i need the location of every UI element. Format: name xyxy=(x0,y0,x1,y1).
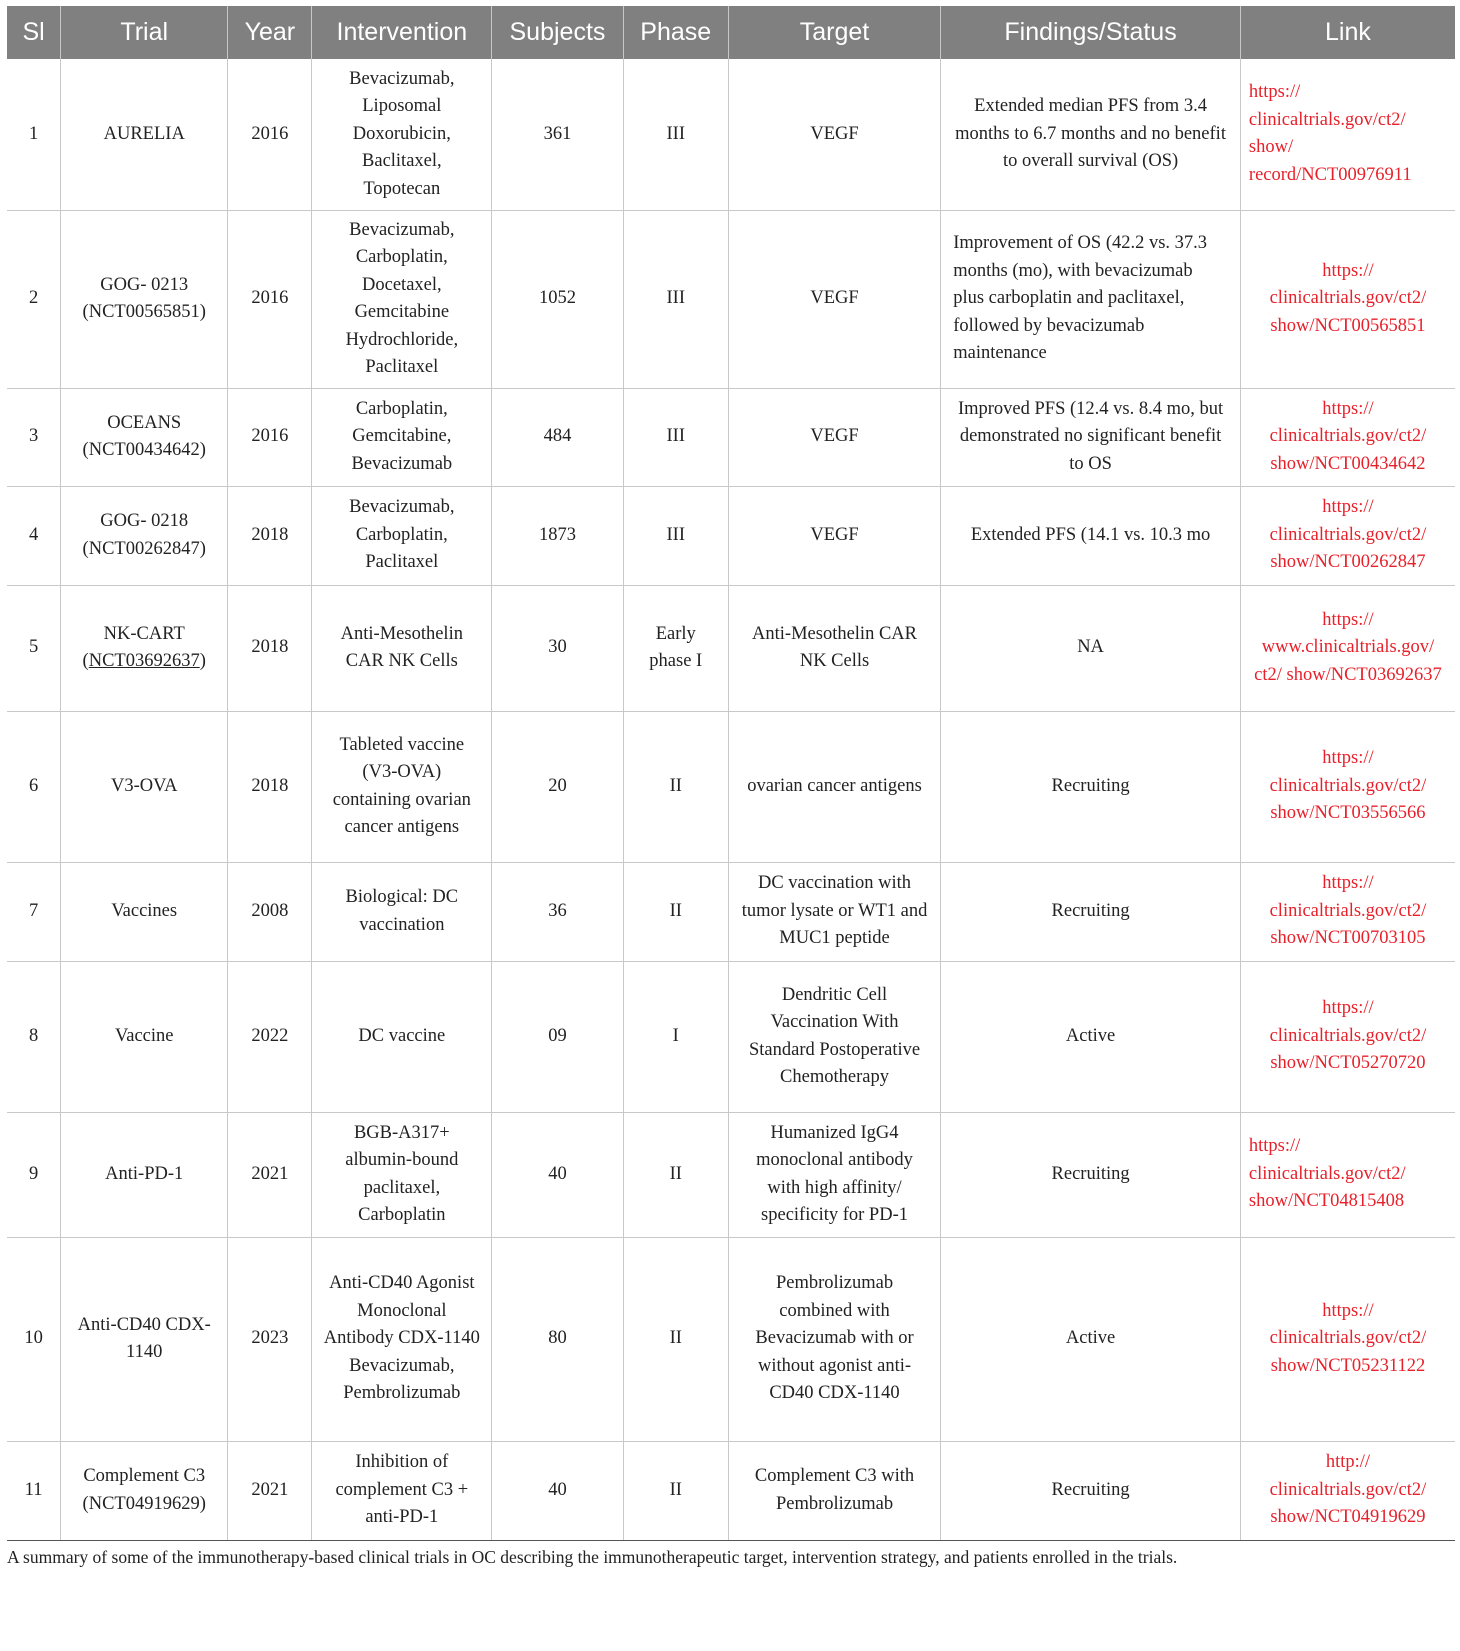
table-row xyxy=(7,862,1455,961)
cell-trial: Complement C3 (NCT04919629) xyxy=(61,1441,228,1540)
cell-year: 2018 xyxy=(228,486,312,585)
cell-intervention: Biological: DC vaccination xyxy=(312,862,492,961)
cell-intervention: Bevacizumab, Carboplatin, Paclitaxel xyxy=(312,486,492,585)
cell-year: 2016 xyxy=(228,59,312,210)
header-target: Target xyxy=(728,6,940,59)
cell-intervention: BGB-A317+ albumin-bound paclitaxel, Carboplatin xyxy=(312,1112,492,1237)
cell-subjects: 484 xyxy=(492,388,623,486)
cell-subjects: 36 xyxy=(492,862,623,961)
cell-target: Dendritic Cell Vaccination With Standard Postoperative Chemotherapy xyxy=(728,961,940,1112)
cell-phase: Early phase I xyxy=(623,585,728,711)
cell-subjects: 40 xyxy=(492,1112,623,1237)
cell-intervention: Tableted vaccine (V3-OVA) containing ovarian cancer antigens xyxy=(312,711,492,862)
cell-sl: 9 xyxy=(7,1112,61,1237)
table-caption: A summary of some of the immunotherapy-based clinical trials in OC describing the immunotherapeutic target, intervention strategy, and patients enrolled in the trials. xyxy=(7,1546,1178,1567)
cell-sl: 2 xyxy=(7,210,61,388)
cell-subjects: 30 xyxy=(492,585,623,711)
cell-target: DC vaccination with tumor lysate or WT1 and MUC1 peptide xyxy=(728,862,940,961)
cell-findings: Extended PFS (14.1 vs. 10.3 mo xyxy=(941,486,1241,585)
cell-intervention: Carboplatin, Gemcitabine, Bevacizumab xyxy=(312,388,492,486)
cell-sl: 1 xyxy=(7,59,61,210)
cell-trial: V3-OVA xyxy=(61,711,228,862)
table-row xyxy=(7,388,1455,486)
cell-intervention: Anti-CD40 Agonist Monoclonal Antibody CDX-1140 Bevacizumab, Pembrolizumab xyxy=(312,1237,492,1441)
cell-phase: III xyxy=(623,59,728,210)
cell-findings: Active xyxy=(941,1237,1241,1441)
cell-findings: NA xyxy=(941,585,1241,711)
trial-link[interactable]: http:// clinicaltrials.gov/ct2/ show/NCT04919629 xyxy=(1240,1441,1455,1540)
cell-target: VEGF xyxy=(728,210,940,388)
table-row xyxy=(7,210,1455,388)
trial-link[interactable]: https:// clinicaltrials.gov/ct2/ show/NCT03556566 xyxy=(1240,711,1455,862)
cell-subjects: 361 xyxy=(492,59,623,210)
cell-sl: 11 xyxy=(7,1441,61,1540)
cell-phase: II xyxy=(623,862,728,961)
cell-year: 2021 xyxy=(228,1112,312,1237)
trial-link[interactable]: https:// clinicaltrials.gov/ct2/ show/NCT04815408 xyxy=(1240,1112,1455,1237)
table-row xyxy=(7,1112,1455,1237)
cell-trial: GOG- 0218 (NCT00262847) xyxy=(61,486,228,585)
cell-year: 2018 xyxy=(228,585,312,711)
cell-target: Complement C3 with Pembrolizumab xyxy=(728,1441,940,1540)
trial-id: NCT03692637 xyxy=(88,651,200,671)
table-row xyxy=(7,961,1455,1112)
cell-subjects: 1873 xyxy=(492,486,623,585)
cell-findings: Recruiting xyxy=(941,711,1241,862)
table-row xyxy=(7,711,1455,862)
cell-target: ovarian cancer antigens xyxy=(728,711,940,862)
cell-year: 2021 xyxy=(228,1441,312,1540)
cell-trial: Anti-PD-1 xyxy=(61,1112,228,1237)
cell-year: 2016 xyxy=(228,210,312,388)
clinical-trials-table xyxy=(7,6,1455,1541)
cell-sl: 7 xyxy=(7,862,61,961)
table-row xyxy=(7,59,1455,210)
cell-sl: 5 xyxy=(7,585,61,711)
cell-year: 2016 xyxy=(228,388,312,486)
cell-phase: II xyxy=(623,1237,728,1441)
cell-target: VEGF xyxy=(728,59,940,210)
cell-target: Humanized IgG4 monoclonal antibody with high affinity/ specificity for PD-1 xyxy=(728,1112,940,1237)
cell-intervention: Bevacizumab, Liposomal Doxorubicin, Baclitaxel, Topotecan xyxy=(312,59,492,210)
cell-trial: NK-CART (NCT03692637) xyxy=(61,585,228,711)
cell-phase: II xyxy=(623,1112,728,1237)
cell-phase: II xyxy=(623,1441,728,1540)
cell-target: Anti-Mesothelin CAR NK Cells xyxy=(728,585,940,711)
cell-target: VEGF xyxy=(728,388,940,486)
trial-link[interactable]: https:// clinicaltrials.gov/ct2/ show/NCT05270720 xyxy=(1240,961,1455,1112)
cell-year: 2022 xyxy=(228,961,312,1112)
cell-sl: 4 xyxy=(7,486,61,585)
cell-sl: 10 xyxy=(7,1237,61,1441)
table-header-row xyxy=(7,6,1455,59)
cell-trial: OCEANS (NCT00434642) xyxy=(61,388,228,486)
cell-year: 2023 xyxy=(228,1237,312,1441)
header-subjects: Subjects xyxy=(492,6,623,59)
cell-findings: Extended median PFS from 3.4 months to 6.7 months and no benefit to overall survival (OS) xyxy=(941,59,1241,210)
cell-findings: Recruiting xyxy=(941,862,1241,961)
cell-phase: III xyxy=(623,210,728,388)
cell-sl: 3 xyxy=(7,388,61,486)
cell-trial: Vaccine xyxy=(61,961,228,1112)
cell-intervention: Anti-Mesothelin CAR NK Cells xyxy=(312,585,492,711)
cell-trial: Vaccines xyxy=(61,862,228,961)
cell-findings: Improved PFS (12.4 vs. 8.4 mo, but demonstrated no significant benefit to OS xyxy=(941,388,1241,486)
cell-intervention: Bevacizumab, Carboplatin, Docetaxel, Gemcitabine Hydrochloride, Paclitaxel xyxy=(312,210,492,388)
trial-link[interactable]: https:// clinicaltrials.gov/ct2/ show/NCT00262847 xyxy=(1240,486,1455,585)
cell-intervention: DC vaccine xyxy=(312,961,492,1112)
cell-subjects: 20 xyxy=(492,711,623,862)
cell-phase: II xyxy=(623,711,728,862)
cell-target: Pembrolizumab combined with Bevacizumab with or without agonist anti-CD40 CDX-1140 xyxy=(728,1237,940,1441)
trial-link[interactable]: https:// clinicaltrials.gov/ct2/ show/NCT00434642 xyxy=(1240,388,1455,486)
table-row xyxy=(7,486,1455,585)
cell-subjects: 80 xyxy=(492,1237,623,1441)
trial-name: NK-CART xyxy=(103,623,185,644)
trial-link[interactable]: https:// www.clinicaltrials.gov/ ct2/ show/NCT03692637 xyxy=(1240,585,1455,711)
cell-sl: 8 xyxy=(7,961,61,1112)
cell-phase: III xyxy=(623,486,728,585)
header-link: Link xyxy=(1240,6,1455,59)
trial-link[interactable]: https:// clinicaltrials.gov/ct2/ show/NCT05231122 xyxy=(1240,1237,1455,1441)
header-sl: Sl xyxy=(7,6,61,59)
table-row xyxy=(7,585,1455,711)
cell-trial: AURELIA xyxy=(61,59,228,210)
table-row xyxy=(7,1441,1455,1540)
cell-phase: III xyxy=(623,388,728,486)
header-year: Year xyxy=(228,6,312,59)
trial-link[interactable]: https:// clinicaltrials.gov/ct2/ show/NCT00565851 xyxy=(1240,210,1455,388)
cell-findings: Active xyxy=(941,961,1241,1112)
cell-findings: Recruiting xyxy=(941,1112,1241,1237)
header-findings: Findings/Status xyxy=(941,6,1241,59)
table-row xyxy=(7,1237,1455,1441)
header-intervention: Intervention xyxy=(312,6,492,59)
header-phase: Phase xyxy=(623,6,728,59)
cell-intervention: Inhibition of complement C3 + anti-PD-1 xyxy=(312,1441,492,1540)
cell-trial: GOG- 0213 (NCT00565851) xyxy=(61,210,228,388)
cell-phase: I xyxy=(623,961,728,1112)
cell-target: VEGF xyxy=(728,486,940,585)
trial-link[interactable]: https:// clinicaltrials.gov/ct2/ show/ record/NCT00976911 xyxy=(1240,59,1455,210)
trials-table-container xyxy=(7,6,1455,1568)
cell-findings: Improvement of OS (42.2 vs. 37.3 months (mo), with bevacizumab plus carboplatin and paclitaxel, followed by bevacizumab maintenance xyxy=(941,210,1241,388)
cell-year: 2008 xyxy=(228,862,312,961)
cell-trial: Anti-CD40 CDX-1140 xyxy=(61,1237,228,1441)
cell-sl: 6 xyxy=(7,711,61,862)
cell-findings: Recruiting xyxy=(941,1441,1241,1540)
cell-subjects: 1052 xyxy=(492,210,623,388)
header-trial: Trial xyxy=(61,6,228,59)
trial-link[interactable]: https:// clinicaltrials.gov/ct2/ show/NCT00703105 xyxy=(1240,862,1455,961)
cell-subjects: 09 xyxy=(492,961,623,1112)
cell-year: 2018 xyxy=(228,711,312,862)
cell-subjects: 40 xyxy=(492,1441,623,1540)
